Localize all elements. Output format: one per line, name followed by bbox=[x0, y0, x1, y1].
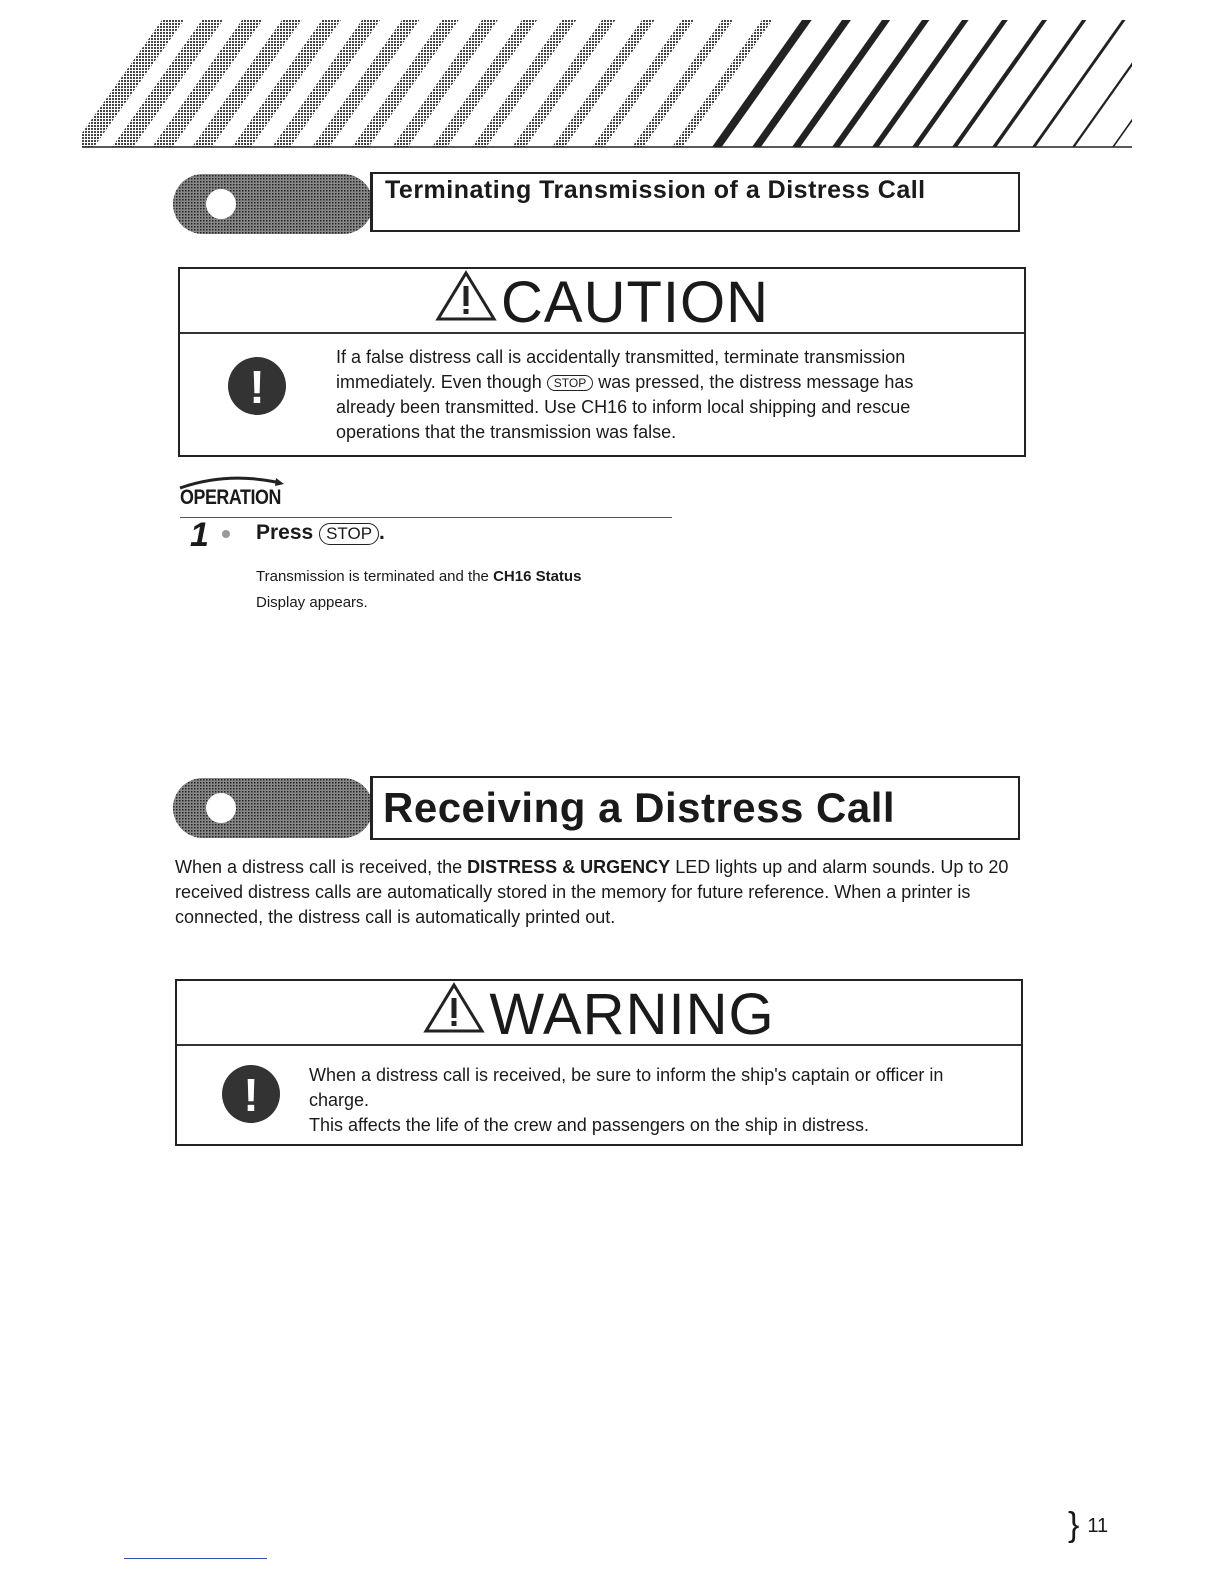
receiving-intro-paragraph: When a distress call is received, the DISTRESS & URGENCY LED lights up and alarm sounds. Up to 20 received distress calls are automatically stored in the memory for future reference. When a printer is connected, the distress call is automatically printed out. bbox=[175, 857, 1009, 927]
step-bullet-icon bbox=[222, 530, 230, 538]
stripe bbox=[752, 20, 851, 147]
section-title: Receiving a Distress Call bbox=[370, 776, 1020, 840]
stripe bbox=[912, 20, 1008, 147]
stripe bbox=[1072, 20, 1132, 147]
page-number: } 11 bbox=[1068, 1506, 1109, 1544]
footer-rule bbox=[124, 1558, 267, 1559]
warning-triangle-icon bbox=[435, 270, 497, 322]
stripe bbox=[792, 20, 890, 147]
header-stripe-banner bbox=[82, 20, 1132, 150]
caution-box bbox=[178, 267, 1026, 457]
operation-label: OPERATION bbox=[180, 486, 281, 509]
stripe bbox=[1112, 20, 1132, 147]
stripe bbox=[832, 20, 929, 147]
brace-icon: } bbox=[1068, 1506, 1080, 1544]
warning-heading bbox=[177, 981, 1021, 1046]
operation-divider bbox=[180, 517, 672, 518]
section-bullet-icon bbox=[173, 776, 373, 840]
stripe bbox=[992, 20, 1086, 147]
step-description: Transmission is terminated and the CH16 Status Display appears. bbox=[256, 568, 582, 611]
warning-heading-text: WARNING bbox=[489, 982, 775, 1047]
warning-text bbox=[309, 1063, 989, 1138]
stripe bbox=[952, 20, 1047, 147]
warning-line-1: When a distress call is received, be sure to inform the ship's captain or officer in charge. bbox=[309, 1065, 944, 1110]
stripe bbox=[1032, 20, 1126, 147]
section-title: Terminating Transmission of a Distress Call bbox=[370, 172, 1020, 232]
caution-heading bbox=[180, 269, 1024, 334]
caution-text: If a false distress call is accidentally transmitted, terminate transmission immediately. Even though STOP was pressed, the distress message has already been transmitted. Use CH16 to inform local shipping and rescue operations that the transmission was false. bbox=[336, 347, 914, 442]
warning-triangle-icon bbox=[423, 982, 485, 1034]
stop-key-icon: STOP bbox=[319, 523, 379, 545]
exclamation-icon: ! bbox=[222, 1065, 280, 1123]
warning-line-2: This affects the life of the crew and passengers on the ship in distress. bbox=[309, 1115, 869, 1135]
step-number: 1 bbox=[190, 516, 209, 554]
warning-box bbox=[175, 979, 1023, 1146]
stop-key-icon: STOP bbox=[547, 375, 593, 391]
caution-heading-text: CAUTION bbox=[501, 270, 769, 335]
stripe bbox=[872, 20, 969, 147]
exclamation-icon: ! bbox=[228, 357, 286, 415]
section-bullet-icon bbox=[173, 172, 373, 236]
step-instruction: Press STOP . bbox=[256, 521, 385, 544]
